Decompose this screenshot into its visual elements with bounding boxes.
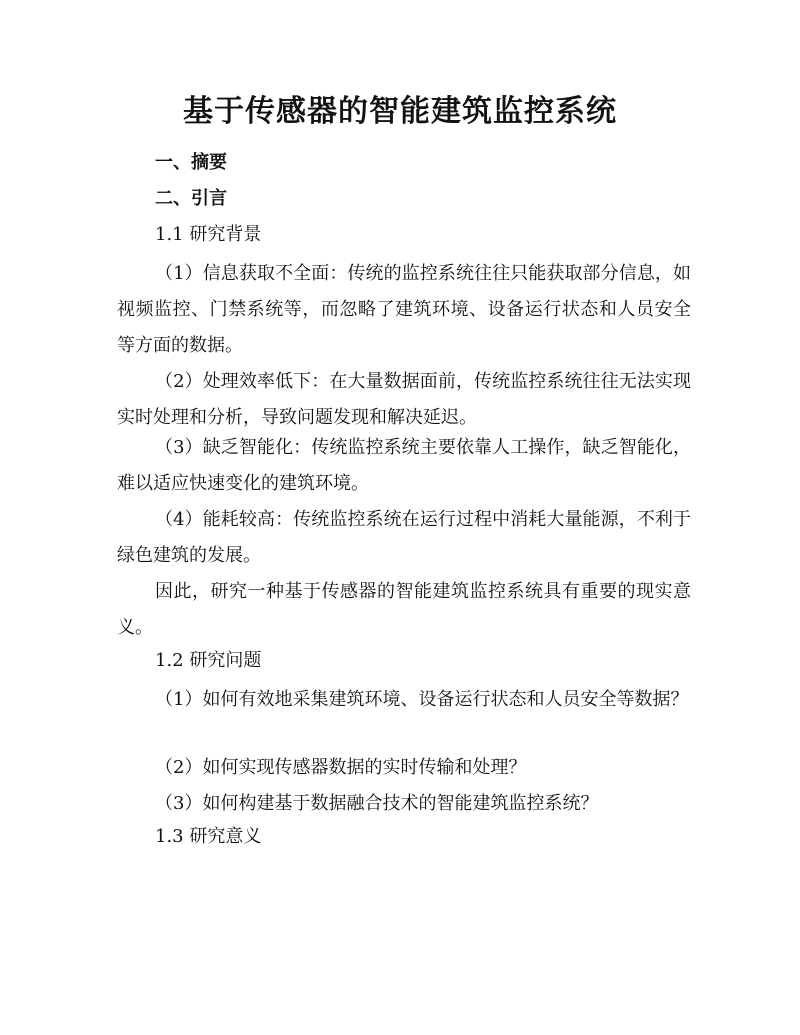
paragraph-conclusion: 因此，研究一种基于传感器的智能建筑监控系统具有重要的现实意义。 bbox=[117, 581, 691, 638]
research-question-1: （1）如何有效地采集建筑环境、设备运行状态和人员安全等数据？ bbox=[155, 689, 689, 710]
paragraph-intelligence: （3）缺乏智能化：传统监控系统主要依靠人工操作，缺乏智能化，难以适应快速变化的建筑环境。 bbox=[117, 437, 691, 494]
paragraph-efficiency: （2）处理效率低下：在大量数据面前，传统监控系统往往无法实现实时处理和分析，导致问题发现和解决延迟。 bbox=[117, 371, 691, 428]
paragraph-energy: （4）能耗较高：传统监控系统在运行过程中消耗大量能源，不利于绿色建筑的发展。 bbox=[117, 509, 691, 566]
subsection-heading-background: 1.1 研究背景 bbox=[155, 224, 262, 245]
section-heading-abstract: 一、摘要 bbox=[155, 152, 227, 173]
research-question-2: （2）如何实现传感器数据的实时传输和处理？ bbox=[155, 757, 527, 778]
subsection-heading-questions: 1.2 研究问题 bbox=[155, 650, 262, 671]
document-title: 基于传感器的智能建筑监控系统 bbox=[183, 94, 617, 129]
section-heading-introduction: 二、引言 bbox=[155, 188, 227, 209]
research-question-3: （3）如何构建基于数据融合技术的智能建筑监控系统？ bbox=[155, 793, 599, 814]
paragraph-info-acquisition: （1）信息获取不全面：传统的监控系统往往只能获取部分信息，如视频监控、门禁系统等，而忽略了建筑环境、设备运行状态和人员安全等方面的数据。 bbox=[117, 263, 691, 356]
subsection-heading-significance: 1.3 研究意义 bbox=[155, 826, 262, 847]
